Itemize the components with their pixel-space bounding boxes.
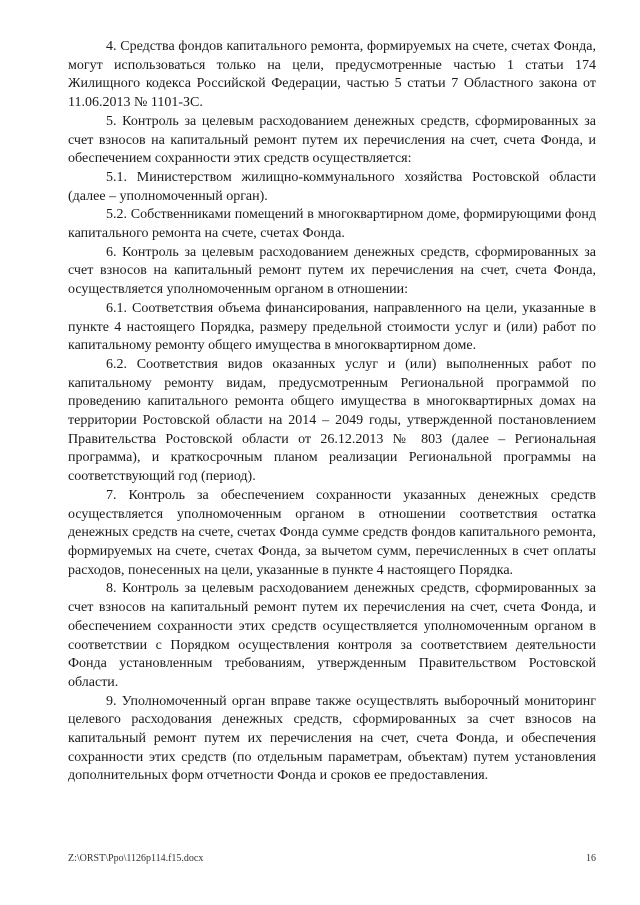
paragraph-8: 8. Контроль за целевым расходованием денежных средств, сформированных за счет взносов на капитальный ремонт путем их перечисления на счет, счета Фонда, и обеспечением сохранности этих средств осуществляется уполномоченным органом в соответствии с Порядком осуществления контроля за соответствием деятельности Фонда установленным требованиям, утвержденным Правительством Ростовской области.: [68, 581, 596, 690]
paragraph-6-2: 6.2. Соответствия видов оказанных услуг и (или) выполненных работ по капитальному ремонту видам, предусмотренным Региональной программой по проведению капитального ремонта общего имущества в многоквартирных домах на территории Ростовской области на 2014 – 2049 годы, утвержденной постановлением Правительства Ростовской области от 26.12.2013 № 803 (далее – Региональная программа), и краткосрочным планом реализации Региональной программы на соответствующий год (период).: [68, 356, 596, 485]
paragraph-6: 6. Контроль за целевым расходованием денежных средств, сформированных за счет взносов на капитальный ремонт путем их перечисления на счет, счета Фонда, осуществляется уполномоченным органом в отношении:: [68, 244, 596, 298]
file-path: Z:\ORST\Ppo\1126p114.f15.docx: [68, 853, 204, 864]
document-body: [68, 38, 596, 786]
paragraph-5-1: 5.1. Министерством жилищно-коммунального хозяйства Ростовской области (далее – уполномоченный орган).: [68, 169, 596, 204]
paragraph-5: 5. Контроль за целевым расходованием денежных средств, сформированных за счет взносов на капитальный ремонт путем их перечисления на счет, счета Фонда, и обеспечением сохранности этих средств осуществляется:: [68, 113, 596, 167]
paragraph-7: 7. Контроль за обеспечением сохранности указанных денежных средств осуществляется уполномоченным органом в отношении соответствия остатка денежных средств на счете, счетах Фонда сумме средств фондов капитального ремонта, формируемых на счете, счетах Фонда, за вычетом сумм, перечисленных в счет оплаты расходов, понесенных на цели, указанные в пункте 4 настоящего Порядка.: [68, 487, 596, 578]
paragraph-5-2: 5.2. Собственниками помещений в многоквартирном доме, формирующими фонд капитального ремонта на счете, счетах Фонда.: [68, 207, 596, 242]
page-number: 16: [586, 853, 596, 864]
paragraph-6-1: 6.1. Соответствия объема финансирования, направленного на цели, указанные в пункте 4 настоящего Порядка, размеру предельной стоимости услуг и (или) работ по капитальному ремонту общего имущества в многоквартирном доме.: [68, 300, 596, 354]
paragraph-4: 4. Средства фондов капитального ремонта, формируемых на счете, счетах Фонда, могут использоваться только на цели, предусмотренные частью 1 статьи 174 Жилищного кодекса Российской Федерации, частью 5 статьи 7 Областного закона от 11.06.2013 № 1101-ЗС.: [68, 39, 596, 111]
paragraph-9: 9. Уполномоченный орган вправе также осуществлять выборочный мониторинг целевого расходования денежных средств, сформированных за счет взносов на капитальный ремонт путем их перечисления на счет, счета Фонда, и обеспечения сохранности этих средств (по отдельным параметрам, объектам) путем установления дополнительных форм отчетности Фонда и сроков ее предоставления.: [68, 693, 596, 784]
